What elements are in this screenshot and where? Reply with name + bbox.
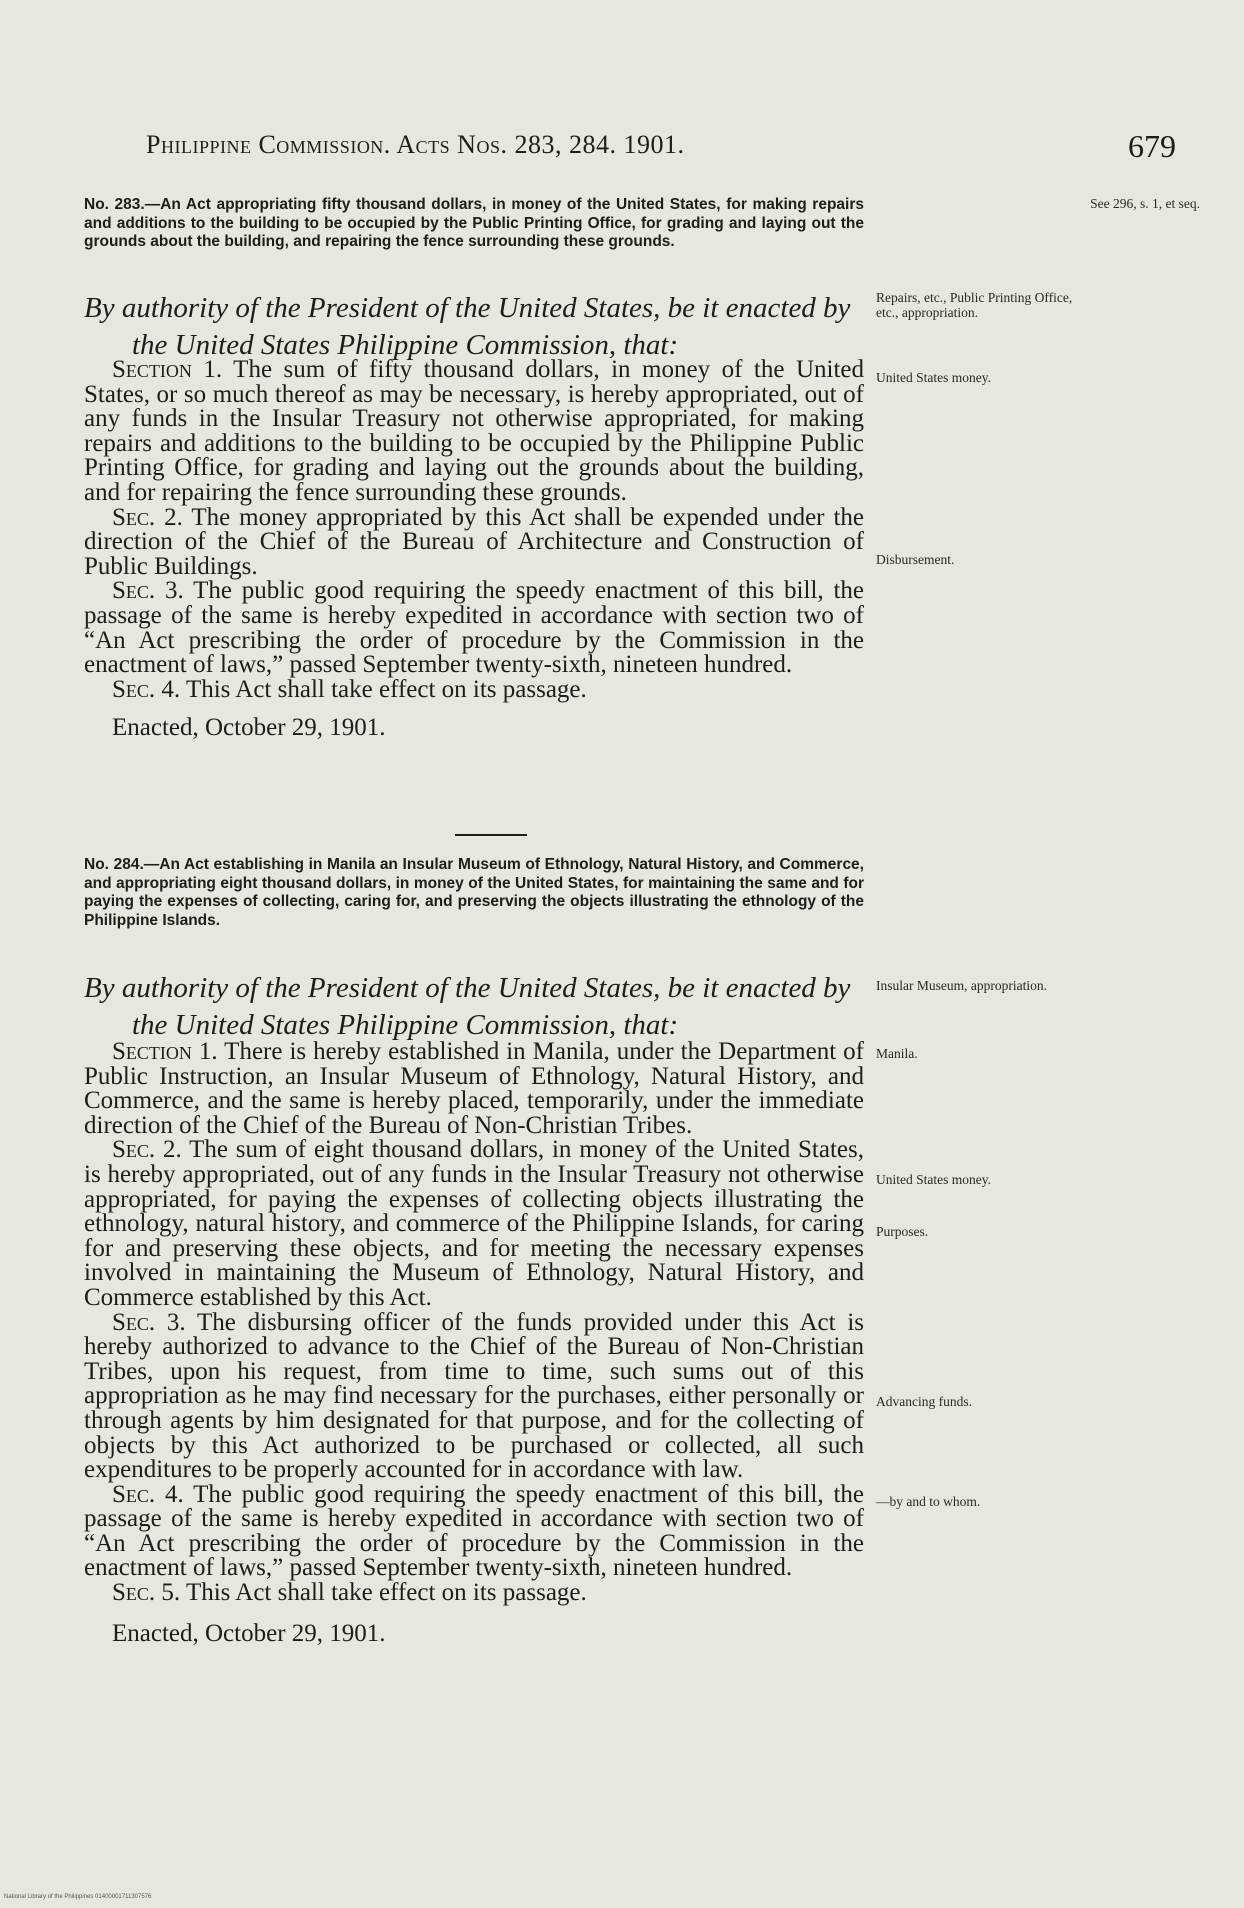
margin-note-money: United States money. [876, 1172, 991, 1187]
header-title: Philippine Commission. Acts Nos. 283, 284. 1901. [146, 130, 685, 159]
enact-line-2: the United States Philippine Commission, that: [132, 329, 679, 361]
margin-note-disbursement: Disbursement. [876, 552, 955, 567]
act-283-section-4: Sec. 4. This Act shall take effect on its passage. [112, 675, 587, 703]
act-284-body [84, 1040, 864, 1648]
act-283-enacting-clause [84, 290, 864, 364]
scan-footer: National Library of the Philippines 01400001711307576 [4, 1894, 152, 1900]
act-284-enacting-clause [84, 970, 864, 1044]
margin-note-museum: Insular Museum, appropriation. [876, 978, 1047, 993]
act-283-enacted-date: Enacted, October 29, 1901. [112, 714, 386, 742]
margin-note-manila: Manila. [876, 1046, 918, 1061]
act-284-section-2: Sec. 2. The sum of eight thousand dollars, in money of the United States, is hereby appropriated, out of any funds in the Insular Treasury not otherwise appropriated, for paying the expenses of collecting objects illustrating the ethnology, natural history, and commerce of the Philippine Islands, for caring for and preserving these objects, and for meeting the necessary expenses involved in maintaining the Museum of Ethnology, Natural History, and Commerce established by this Act. [84, 1136, 864, 1311]
enact-line-1: By authority of the President of the United States, be it enacted by [84, 292, 851, 324]
act-284-section-4: Sec. 4. The public good requiring the speedy enactment of this bill, the passage of the same is hereby expedited in accordance with section two of “An Act prescribing the order of procedure by the Commission in the enactment of laws,” passed September twenty-sixth, nineteen hundred. [84, 1480, 865, 1582]
act-284-enacted-date: Enacted, October 29, 1901. [112, 1619, 386, 1647]
enact-line-2: the United States Philippine Commission, that: [132, 1009, 679, 1041]
margin-note-purposes: Purposes. [876, 1224, 929, 1239]
margin-note-repairs: Repairs, etc., Public Printing Office, etc., appropriation. [876, 290, 1073, 320]
act-284-section-3: Sec. 3. The disbursing officer of the funds provided under this Act is hereby authorized to advance to the Chief of the Bureau of Non-Christian Tribes, upon his request, from time to time, such sums out of this appropriation as he may find necessary for the purchases, either personally or through agents by him designated for that purpose, and for the collecting of objects by this Act authorized to be purchased or collected, all such expenditures to be properly accounted for in accordance with law. [84, 1308, 864, 1484]
act-284-title: No. 284.—An Act establishing in Manila an Insular Museum of Ethnology, Natural History, and Commerce, and appropriating eight thousand dollars, in money of the United States, for maintaining the same and for paying the expenses of collecting, caring for, and preserving the objects illustrating the ethnology of the Philippine Islands. [84, 856, 864, 929]
act-284-section-5: Sec. 5. This Act shall take effect on its passage. [112, 1579, 587, 1607]
page-number: 679 [1128, 128, 1176, 164]
act-283-section-1: Section 1. The sum of fifty thousand dollars, in money of the United States, or so much thereof as may be necessary, is hereby appropriated, out of any funds in the Insular Treasury not otherwise appropriated, for making repairs and additions to the building to be occupied by the Philippine Public Printing Office, for grading and laying out the grounds about the building, and for repairing the fence surrounding these grounds. [84, 356, 864, 506]
act-284-section-1: Section 1. There is hereby established in Manila, under the Department of Public Instruction, an Insular Museum of Ethnology, Natural History, and Commerce, and the same is hereby placed, temporarily, under the immediate direction of the Chief of the Bureau of Non-Christian Tribes. [84, 1038, 864, 1139]
enact-line-1: By authority of the President of the United States, be it enacted by [84, 972, 851, 1004]
act-283-section-3: Sec. 3. The public good requiring the speedy enactment of this bill, the passage of the same is hereby expedited in accordance with section two of “An Act prescribing the order of procedure by the Commission in the enactment of laws,” passed September twenty-sixth, nineteen hundred. [84, 577, 865, 679]
act-284 [84, 856, 864, 930]
running-header [146, 130, 1176, 170]
act-283-section-2: Sec. 2. The money appropriated by this Act shall be expended under the direction of the Chief of the Bureau of Architecture and Construction of Public Buildings. [84, 503, 864, 580]
act-283 [84, 196, 864, 252]
margin-note-advancing-funds: Advancing funds. [876, 1394, 972, 1409]
margin-note-cross-reference: See 296, s. 1, et seq. [1090, 196, 1200, 211]
margin-note-money: United States money. [876, 370, 991, 385]
act-283-body [84, 358, 864, 742]
margin-note-by-and-to-whom: —by and to whom. [876, 1494, 981, 1509]
section-divider [455, 834, 527, 836]
act-283-title: No. 283.—An Act appropriating fifty thousand dollars, in money of the United States, for making repairs and additions to the building to be occupied by the Public Printing Office, for grading and laying out the grounds about the building, and repairing the fence surrounding these grounds. [84, 196, 864, 250]
